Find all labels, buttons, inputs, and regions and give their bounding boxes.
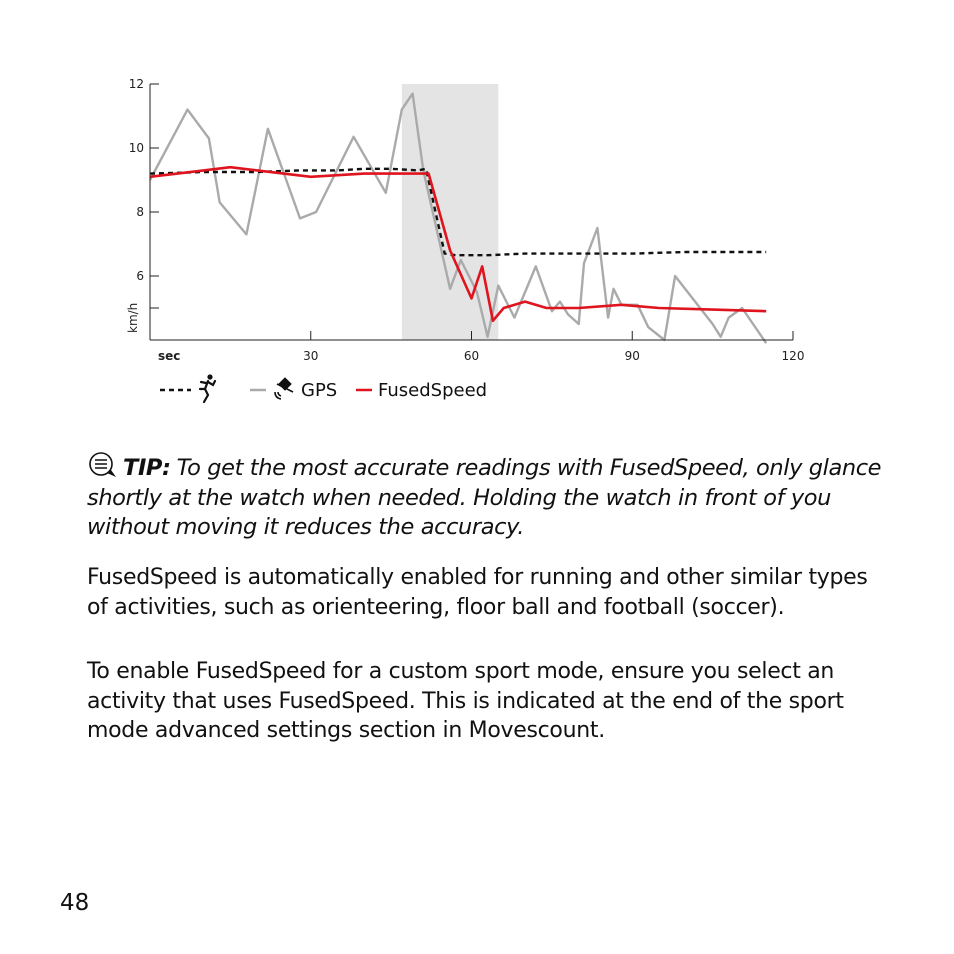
tip-text: To get the most accurate readings with FusedSpeed, only glance shortly at the watch when needed. Holding the watch in front of you without moving it reduces the accuracy. bbox=[87, 455, 882, 540]
y-ticks bbox=[129, 77, 159, 308]
legend bbox=[160, 374, 487, 402]
y-tick-label: 12 bbox=[128, 77, 144, 91]
y-tick-label: 6 bbox=[136, 269, 144, 283]
x-tick-label: 60 bbox=[463, 349, 480, 363]
legend-label-gps: GPS bbox=[301, 380, 338, 401]
y-tick-label: 8 bbox=[136, 205, 144, 219]
paragraph-fusedspeed-custom: To enable FusedSpeed for a custom sport mode, ensure you select an activity that uses FusedSpeed. This is indicated at the end of the sport mode advanced settings section in Movescount. bbox=[87, 659, 844, 743]
runner-icon bbox=[200, 374, 215, 402]
tip-label: TIP: bbox=[123, 455, 171, 481]
x-axis-label: sec bbox=[158, 349, 181, 363]
x-tick-label: 90 bbox=[624, 349, 640, 363]
tip-box bbox=[87, 452, 887, 543]
x-tick-label: 30 bbox=[303, 349, 319, 363]
legend-label-fusedspeed: FusedSpeed bbox=[378, 380, 488, 401]
y-axis-label: km/h bbox=[126, 302, 140, 333]
speed-chart bbox=[0, 0, 954, 440]
x-ticks bbox=[303, 331, 804, 363]
satellite-icon bbox=[275, 378, 293, 399]
x-tick-label: 120 bbox=[781, 349, 805, 363]
tip-icon bbox=[87, 452, 123, 478]
paragraph-fusedspeed-auto: FusedSpeed is automatically enabled for running and other similar types of activities, such as orienteering, floor ball and football (soccer). bbox=[87, 565, 868, 620]
y-tick-label: 10 bbox=[128, 141, 144, 155]
page-number: 48 bbox=[60, 890, 90, 916]
